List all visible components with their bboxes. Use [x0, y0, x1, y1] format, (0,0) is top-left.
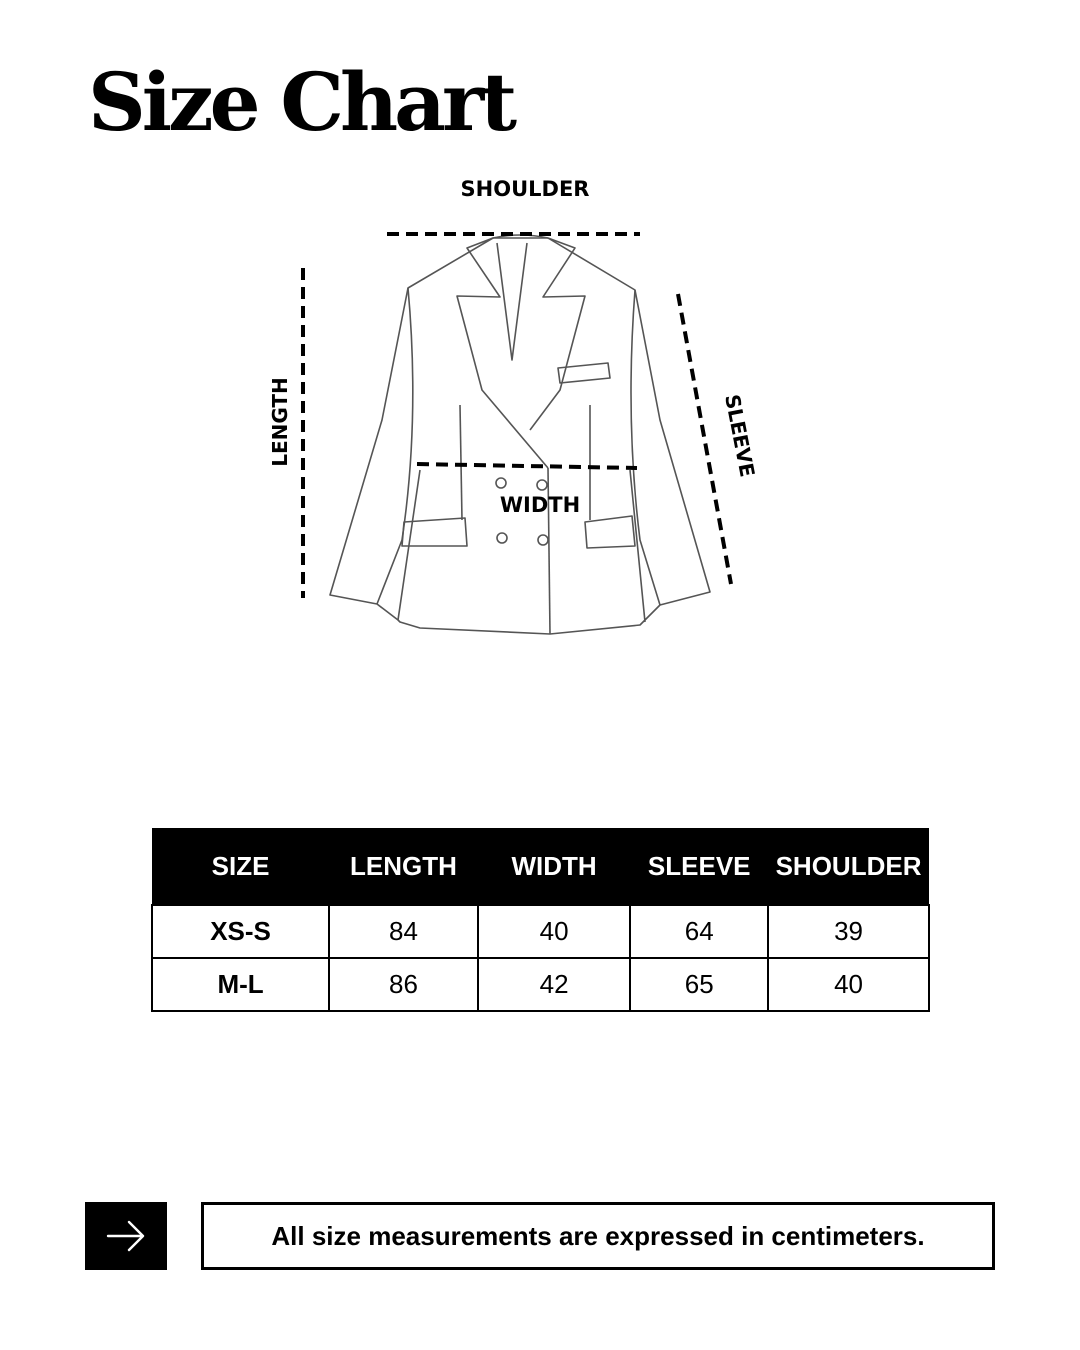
measurement-lines: [303, 234, 731, 598]
width-label: WIDTH: [499, 493, 581, 517]
arrow-button[interactable]: [85, 1202, 167, 1270]
sleeve-cell: 64: [630, 905, 768, 958]
page-title: Size Chart: [88, 55, 514, 149]
size-cell: M-L: [152, 958, 329, 1011]
table-row: [152, 905, 929, 958]
header-sleeve: SLEEVE: [630, 828, 768, 905]
width-measure-line: [417, 464, 637, 468]
jacket-illustration: [330, 235, 710, 634]
size-cell: XS-S: [152, 905, 329, 958]
arrow-right-icon: [105, 1219, 147, 1253]
shoulder-cell: 40: [768, 958, 929, 1011]
length-cell: 86: [329, 958, 478, 1011]
length-label: LENGTH: [268, 377, 292, 467]
shoulder-cell: 39: [768, 905, 929, 958]
width-cell: 40: [478, 905, 631, 958]
shoulder-label: SHOULDER: [460, 177, 590, 201]
header-shoulder: SHOULDER: [768, 828, 929, 905]
width-cell: 42: [478, 958, 631, 1011]
sleeve-cell: 65: [630, 958, 768, 1011]
table-row: [152, 958, 929, 1011]
sleeve-measure-line: [678, 294, 731, 584]
size-table: [151, 828, 930, 1012]
header-length: LENGTH: [329, 828, 478, 905]
header-size: SIZE: [152, 828, 329, 905]
header-width: WIDTH: [478, 828, 631, 905]
length-cell: 84: [329, 905, 478, 958]
table-header-row: [152, 828, 929, 905]
measurement-note-text: All size measurements are expressed in centimeters.: [271, 1220, 925, 1251]
measurement-note: [201, 1202, 995, 1270]
sleeve-label: SLEEVE: [720, 392, 760, 479]
